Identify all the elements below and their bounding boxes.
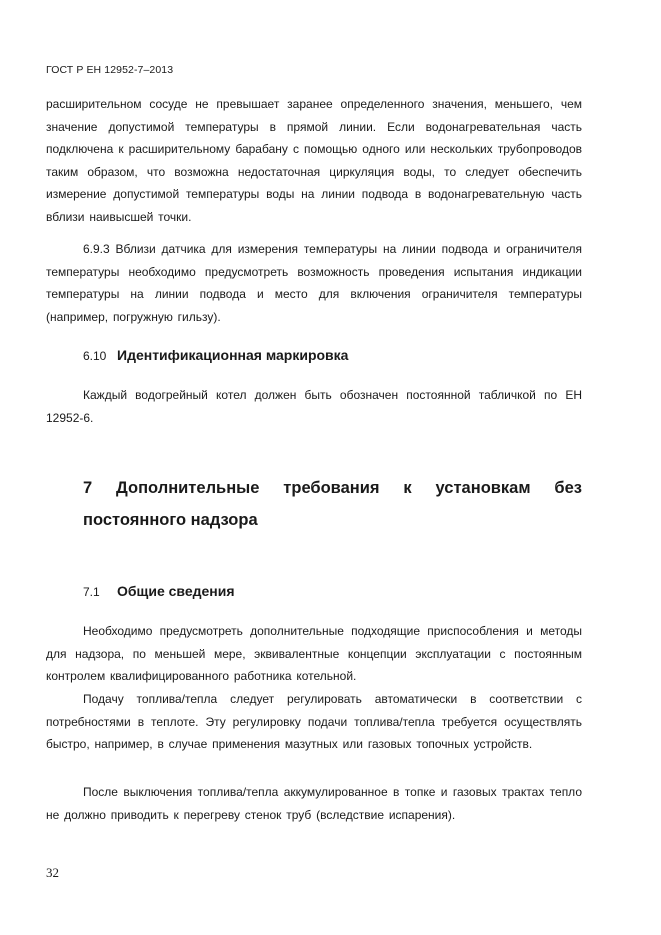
paragraph-6-9-2-continuation: расширительном сосуде не превышает заранее определенного значения, меньшего, чем значение допустимой температуры в прямой линии. Если водонагревательная часть подключена к расширительному барабану с помощью одного или нескольких трубопроводов таким образом, что возможна недостаточная циркуляция воды, то следует обеспечить измерение допустимой температуры воды на линии подвода в водонагревательную часть вблизи наивысшей точки. <box>46 97 582 224</box>
paragraph-7-1-a: Необходимо предусмотреть дополнительные подходящие приспособления и методы для надзора, по меньшей мере, эквивалентные концепции эксплуатации с постоянным контролем квалифицированного работника котельной. <box>46 624 582 684</box>
section-title: Общие сведения <box>117 583 235 599</box>
document-header: ГОСТ Р ЕН 12952-7–2013 <box>46 64 174 76</box>
page-number: 32 <box>46 865 59 880</box>
section-7-1-heading <box>83 583 235 599</box>
paragraph-6-9-3: 6.9.3 Вблизи датчика для измерения температуры на линии подвода и ограничителя температуры необходимо предусмотреть возможность проведения испытания индикации температуры на линии подвода и место для включения ограничителя температуры (например, погружную гильзу). <box>46 242 582 324</box>
section-6-10-heading <box>83 347 348 363</box>
chapter-7-heading: 7 Дополнительные требования к установкам без постоянного надзора <box>83 479 582 529</box>
section-number: 6.10 <box>83 349 107 363</box>
paragraph-7-1-b: Подачу топлива/тепла следует регулировать автоматически в соответствии с потребностями в теплоте. Эту регулировку подачи топлива/тепла требуется осуществлять быстро, например, в случае применения мазутных или газовых топочных устройств. <box>46 692 582 752</box>
section-title: Идентификационная маркировка <box>117 347 349 363</box>
paragraph-7-1-c: После выключения топлива/тепла аккумулированное в топке и газовых трактах тепло не должно приводить к перегреву стенок труб (вследствие испарения). <box>46 785 582 822</box>
paragraph-6-10: Каждый водогрейный котел должен быть обозначен постоянной табличкой по ЕН 12952-6. <box>46 388 582 425</box>
section-number: 7.1 <box>83 585 100 599</box>
